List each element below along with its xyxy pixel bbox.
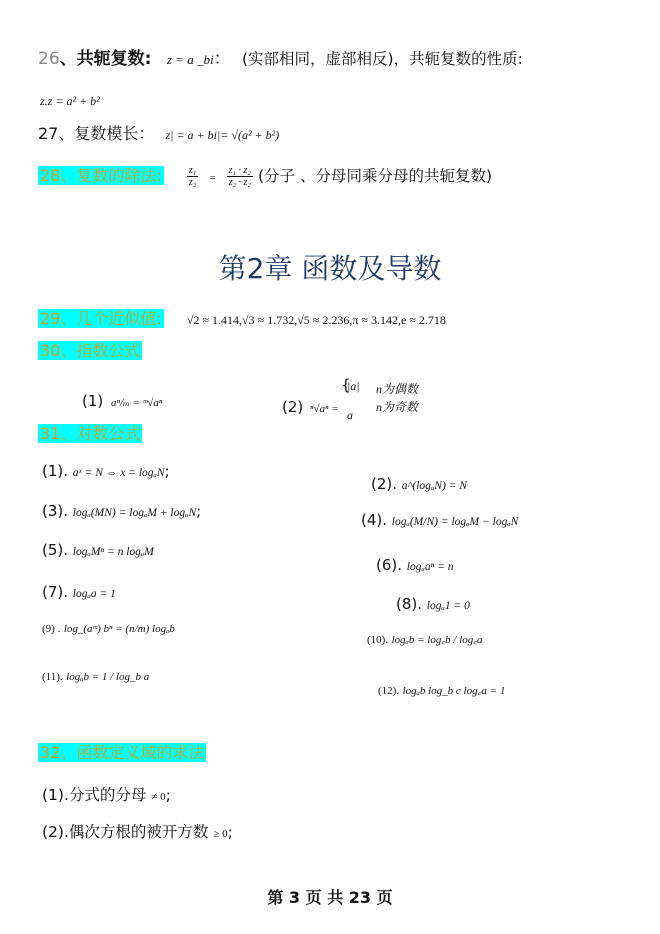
item-26-property: z.z = a² + b²	[40, 94, 100, 108]
log-formula-1	[42, 462, 170, 480]
item-29	[38, 306, 446, 329]
item-28-den2: z₂ · z₂	[228, 177, 251, 188]
domain-rule-2-tail: ;	[227, 823, 233, 841]
case-1-cond-text: n为偶数	[376, 382, 419, 396]
log-formula-4	[361, 511, 518, 529]
log-4-prefix: (4).	[361, 511, 388, 529]
item-31	[38, 421, 142, 444]
item-28-num2: z₁ · z₂	[228, 165, 251, 176]
item-26	[38, 44, 523, 69]
log-11-prefix: (11).	[42, 671, 63, 683]
item-31-label: 31、对数公式	[40, 424, 141, 443]
log-formula-6	[376, 556, 454, 574]
log-9-prefix: (9) .	[42, 623, 61, 635]
log-5-prefix: (5).	[42, 541, 69, 559]
log-10-math: logₐb = log꜀b / log꜀a	[391, 634, 483, 646]
log-12-prefix: (12).	[378, 685, 400, 697]
item-27-formula: z| = a + bi|= √(a² + b²)	[165, 128, 280, 142]
item-32-label: 32、函数定义域的求法	[40, 743, 205, 762]
log-formula-9	[42, 622, 175, 635]
item-26-label: 、共轭复数:	[59, 49, 152, 69]
log-3-prefix: (3).	[42, 502, 69, 520]
item-26-formula: z = a _bi	[166, 52, 214, 67]
log-8-math: logₐ1 = 0	[426, 600, 470, 612]
domain-rule-2-text: (2).偶次方根的被开方数	[42, 823, 209, 841]
log-10-prefix: (10).	[367, 634, 389, 646]
log-formula-3	[42, 502, 201, 520]
log-9-math: log_(aᵐ) bⁿ = (n/m) logₐb	[63, 623, 175, 635]
log-formula-10	[367, 632, 483, 647]
log-3-tail: ;	[196, 502, 202, 520]
log-7-math: logₐa = 1	[72, 588, 116, 600]
item-29-label: 29、几个近似值:	[40, 309, 162, 328]
item-26-colon: ：	[213, 49, 231, 69]
log-5-math: logₐMⁿ = n logₐM	[72, 546, 154, 558]
piecewise-case-2-value: a	[347, 408, 353, 422]
log-4-math: logₐ(M/N) = logₐM − logₐN	[391, 516, 519, 528]
piecewise-brace: {	[341, 376, 351, 394]
log-1-prefix: (1).	[42, 462, 69, 480]
item-28-label: 28、复数的除法:	[40, 166, 162, 185]
log-3-math: logₐ(MN) = logₐM + logₐN	[72, 507, 197, 519]
exp-formula-2	[282, 398, 339, 416]
domain-rule-1-tail: ;	[165, 786, 171, 804]
exp-formula-1	[82, 392, 162, 410]
log-formula-5	[42, 541, 154, 559]
domain-rule-1	[42, 783, 171, 805]
piecewise-case-2-cond	[376, 398, 418, 415]
log-formula-11	[42, 670, 149, 683]
item-28-fraction	[187, 165, 198, 188]
log-6-prefix: (6).	[376, 556, 403, 574]
item-28-desc: (分子 、分母同乘分母的共轭复数)	[257, 167, 493, 185]
page-footer: 第 3 页 共 23 页	[267, 888, 393, 907]
chapter-title: 第2章 函数及导数	[218, 252, 442, 285]
domain-rule-1-math: ≠ 0	[151, 791, 166, 803]
log-12-math: logₐb log_b c log꜀a = 1	[402, 685, 506, 697]
item-27	[38, 121, 279, 144]
item-28-den: z₂	[188, 177, 197, 188]
log-8-prefix: (8).	[396, 595, 423, 613]
item-28-num: z₁	[188, 165, 197, 176]
item-29-content: √2 ≈ 1.414,√3 ≈ 1.732,√5 ≈ 2.236,π ≈ 3.142,e ≈ 2.718	[186, 313, 446, 327]
item-30-label: 30、指数公式	[40, 341, 141, 360]
log-6-math: logₐaⁿ = n	[406, 561, 454, 573]
exp-formula-1-math: aⁿ/ₘ = ᵐ√aⁿ	[111, 397, 163, 409]
exp-formula-2-prefix: (2)	[282, 398, 304, 416]
domain-rule-2-math: ≥ 0	[213, 828, 228, 840]
item-26-desc: (实部相同，虚部相反)，共轭复数的性质:	[241, 50, 523, 68]
item-27-label: 27、复数模长：	[38, 124, 155, 143]
log-2-math: a^(logₐN) = N	[401, 480, 467, 492]
exp-formula-2-math: ⁿ√aⁿ =	[310, 403, 339, 415]
log-2-prefix: (2).	[371, 475, 398, 493]
case-2-cond-text: n为奇数	[376, 400, 419, 414]
exp-formula-1-prefix: (1)	[82, 392, 104, 410]
piecewise-case-1-cond	[376, 380, 418, 397]
log-formula-8	[396, 595, 470, 613]
item-28-fraction-2	[227, 165, 253, 188]
log-formula-7	[42, 583, 116, 601]
item-28	[38, 163, 492, 188]
log-11-math: logₐb = 1 / log_b a	[66, 671, 150, 683]
item-26-number: 26	[38, 49, 60, 69]
piecewise-case-1-value: |a|	[347, 379, 360, 393]
domain-rule-2	[42, 820, 233, 842]
item-30	[38, 338, 142, 361]
log-formula-12	[378, 683, 505, 698]
log-1-tail: ;	[164, 462, 170, 480]
item-32	[38, 740, 206, 763]
log-7-prefix: (7).	[42, 583, 69, 601]
log-1-math: aˣ = N ⇔ x = logₐN	[72, 467, 165, 479]
item-28-eq: =	[209, 172, 216, 184]
log-formula-2	[371, 475, 467, 493]
domain-rule-1-text: (1).分式的分母	[42, 786, 147, 804]
